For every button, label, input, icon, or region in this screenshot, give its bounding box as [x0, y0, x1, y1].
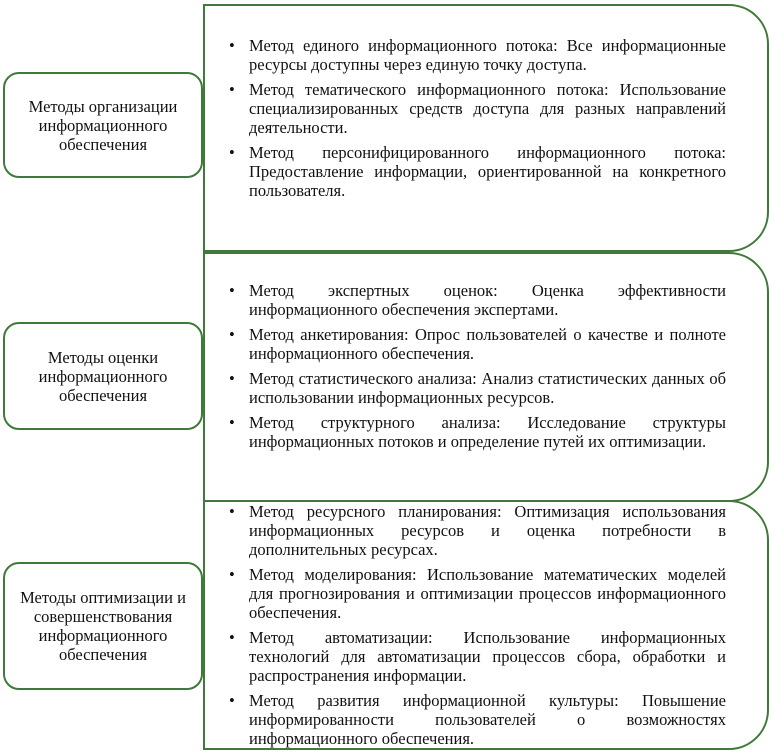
bullet-icon: •: [229, 325, 235, 344]
method-text: Метод анкетирования: Опрос пользователей о качестве и полноте информационного обеспечения.: [249, 325, 726, 363]
category-optimization: [3, 562, 203, 690]
category-evaluation: [3, 322, 203, 430]
category-label: Методы организации информационного обеспечения: [28, 96, 178, 154]
bullet-icon: •: [229, 691, 235, 710]
bullet-icon: •: [229, 628, 235, 647]
list-item: [229, 413, 726, 451]
bullet-icon: •: [229, 369, 235, 388]
method-list-organization: [229, 36, 726, 206]
method-text: Метод единого информационного потока: Все информационные ресурсы доступны через единую точку доступа.: [249, 36, 726, 74]
list-item: [229, 281, 726, 319]
list-item: [229, 565, 726, 622]
method-list-evaluation: [229, 281, 726, 457]
list-item: [229, 325, 726, 363]
bullet-icon: •: [229, 565, 235, 584]
bullet-icon: •: [229, 36, 235, 55]
list-item: [229, 143, 726, 200]
bullet-icon: •: [229, 143, 235, 162]
bullet-icon: •: [229, 80, 235, 99]
list-item: [229, 628, 726, 685]
method-text: Метод экспертных оценок: Оценка эффективности информационного обеспечения экспертами.: [249, 281, 726, 319]
list-item: [229, 36, 726, 74]
category-organization: [3, 72, 203, 178]
list-item: [229, 369, 726, 407]
method-text: Метод развития информационной культуры: Повышение информированности пользователей о возможностях информационного обеспечения.: [249, 691, 726, 748]
method-text: Метод структурного анализа: Исследование структуры информационных потоков и определение путей их оптимизации.: [249, 413, 726, 451]
method-text: Метод ресурсного планирования: Оптимизация использования информационных ресурсов и оценка потребности в дополнительных ресурсах.: [249, 502, 726, 559]
bullet-icon: •: [229, 413, 235, 432]
bullet-icon: •: [229, 502, 235, 521]
method-text: Метод статистического анализа: Анализ статистических данных об использовании информационных ресурсов.: [249, 369, 726, 407]
method-text: Метод автоматизации: Использование информационных технологий для автоматизации процессов сбора, обработки и распространения информации.: [249, 628, 726, 685]
method-text: Метод персонифицированного информационного потока: Предоставление информации, ориентированной на конкретного пользователя.: [249, 143, 726, 200]
list-item: [229, 80, 726, 137]
list-item: [229, 502, 726, 559]
method-text: Метод моделирования: Использование математических моделей для прогнозирования и оптимизации процессов информационного обеспечения.: [249, 565, 726, 622]
category-label: Методы оценки информационного обеспечения: [38, 347, 168, 405]
list-item: [229, 691, 726, 748]
method-text: Метод тематического информационного потока: Использование специализированных средств доступа для разных направлений деятельности.: [249, 80, 726, 137]
bullet-icon: •: [229, 281, 235, 300]
category-label: Методы оптимизации и совершенствования информационного обеспечения: [20, 588, 186, 664]
method-list-optimization: [229, 502, 726, 754]
